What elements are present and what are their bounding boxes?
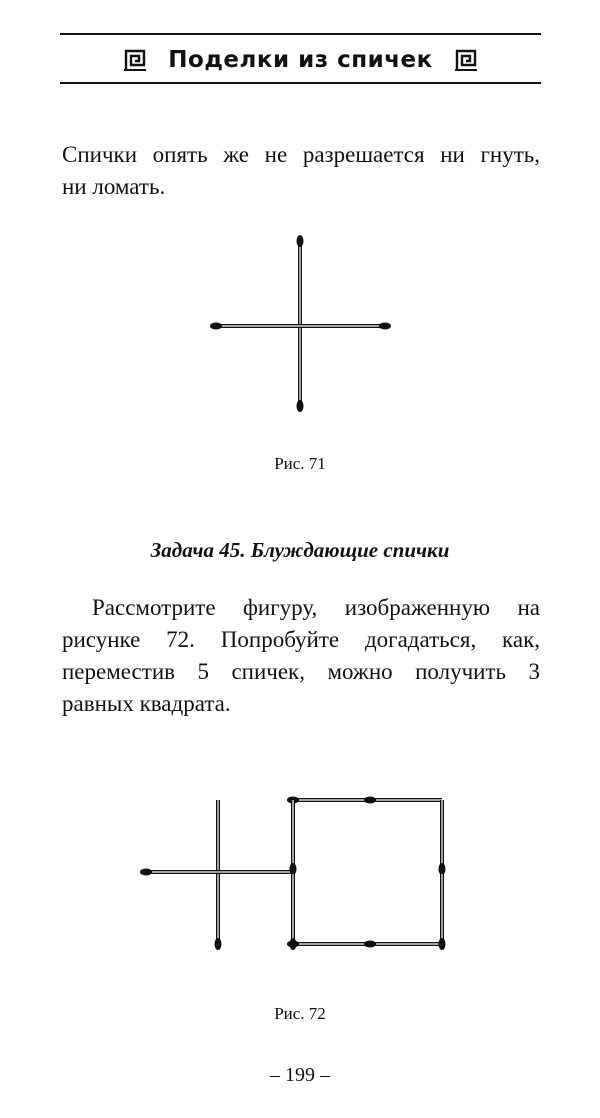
match	[140, 869, 218, 876]
figure-72-matches	[140, 797, 446, 951]
match	[364, 797, 442, 804]
match	[210, 323, 300, 330]
text-line: Спички опять же не разрешается ни гнуть,	[62, 142, 540, 167]
match	[215, 872, 222, 950]
match-head	[297, 235, 304, 247]
match-head	[210, 323, 222, 330]
match-head	[439, 863, 446, 875]
figure-71-matches	[210, 235, 391, 412]
header-title: Поделки из спичек	[168, 47, 433, 73]
match-head	[379, 323, 391, 330]
match-head	[215, 938, 222, 950]
text-line: Рассмотрите фигуру, изображенную на	[92, 595, 540, 620]
match-head	[439, 938, 446, 950]
text-line: переместив 5 спичек, можно получить 3	[62, 659, 540, 684]
text-line: ни ломать.	[62, 174, 166, 199]
page-number: – 199 –	[270, 1064, 330, 1086]
match-head	[364, 797, 376, 804]
match-head	[364, 941, 376, 948]
match	[300, 323, 391, 330]
text-line: рисунке 72. Попробуйте догадаться, как,	[62, 627, 540, 652]
match	[287, 797, 370, 804]
match-head	[297, 400, 304, 412]
figure-71-caption: Рис. 71	[274, 454, 326, 473]
match-head	[290, 863, 297, 875]
match	[297, 325, 304, 412]
match	[290, 874, 297, 950]
match	[287, 941, 370, 948]
match-head	[140, 869, 152, 876]
match	[364, 941, 442, 948]
text-line: равных квадрата.	[62, 691, 231, 716]
match-head	[290, 938, 297, 950]
match	[439, 800, 446, 875]
task-paragraph	[62, 592, 540, 720]
match	[297, 235, 304, 325]
match	[439, 874, 446, 950]
match	[290, 800, 297, 875]
figure-72-caption: Рис. 72	[274, 1004, 326, 1023]
task-title: Задача 45. Блуждающие спички	[150, 538, 450, 562]
